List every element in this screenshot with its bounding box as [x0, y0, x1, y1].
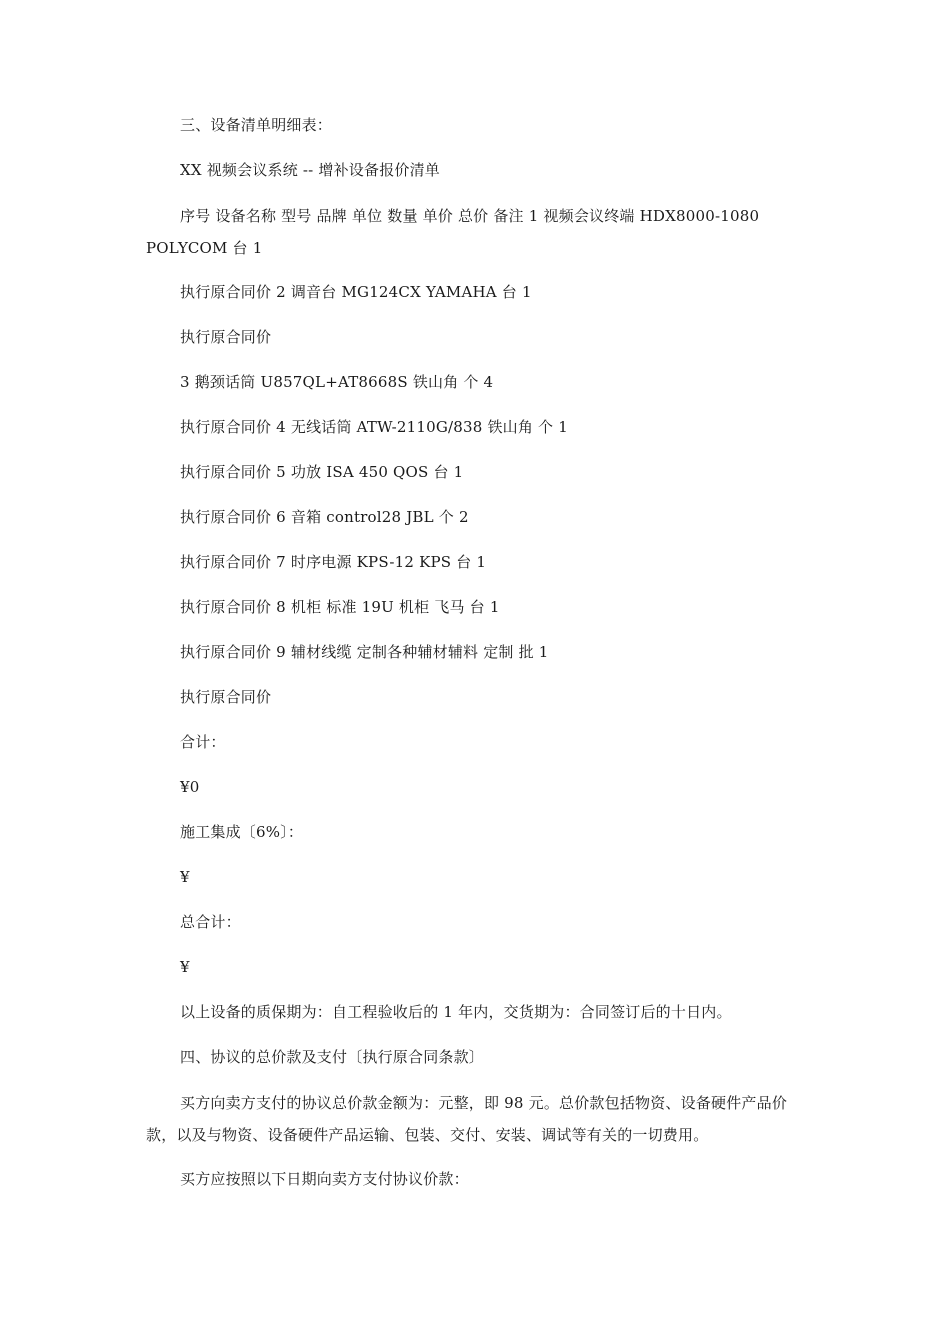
grand-total-value: ¥ [180, 958, 190, 976]
grand-total-label: 总合计： [180, 913, 241, 931]
equipment-line: 执行原合同价 6 音箱 control28 JBL 个 2 [180, 508, 469, 526]
equipment-line: 执行原合同价 [180, 688, 272, 706]
construction-value: ¥ [180, 868, 190, 886]
construction-label: 施工集成〔6%〕： [180, 823, 304, 841]
subtotal-label: 合计： [180, 733, 226, 751]
equipment-line: 执行原合同价 9 辅材线缆 定制各种辅材辅料 定制 批 1 [180, 643, 549, 661]
equipment-line: 执行原合同价 7 时序电源 KPS-12 KPS 台 1 [180, 553, 487, 571]
section-3-heading: 三、设备清单明细表： [180, 116, 333, 134]
table-header-row: 序号 设备名称 型号 品牌 单位 数量 单价 总价 备注 1 视频会议终端 HDX8000-1080 POLYCOM 台 1 [146, 207, 760, 257]
warranty-text: 以上设备的质保期为：自工程验收后的 1 年内，交货期为：合同签订后的十日内。 [180, 1003, 732, 1021]
payment-paragraph: 买方向卖方支付的协议总价款金额为：元整，即 98 元。总价款包括物资、设备硬件产品价款，以及与物资、设备硬件产品运输、包装、交付、安装、调试等有关的一切费用。 [146, 1094, 788, 1144]
subtotal-value: ¥0 [180, 778, 200, 796]
equipment-line: 执行原合同价 8 机柜 标准 19U 机柜 飞马 台 1 [180, 598, 500, 616]
payment-schedule-intro: 买方应按照以下日期向卖方支付协议价款： [180, 1170, 469, 1188]
section-4-heading: 四、协议的总价款及支付〔执行原合同条款〕 [180, 1048, 485, 1066]
equipment-line: 3 鹅颈话筒 U857QL+AT8668S 铁山角 个 4 [180, 373, 494, 391]
equipment-line: 执行原合同价 2 调音台 MG124CX YAMAHA 台 1 [180, 283, 532, 301]
equipment-list-title: XX 视频会议系统 -- 增补设备报价清单 [180, 161, 440, 179]
equipment-line: 执行原合同价 5 功放 ISA 450 QOS 台 1 [180, 463, 464, 481]
equipment-line: 执行原合同价 [180, 328, 272, 346]
equipment-line: 执行原合同价 4 无线话筒 ATW-2110G/838 铁山角 个 1 [180, 418, 568, 436]
